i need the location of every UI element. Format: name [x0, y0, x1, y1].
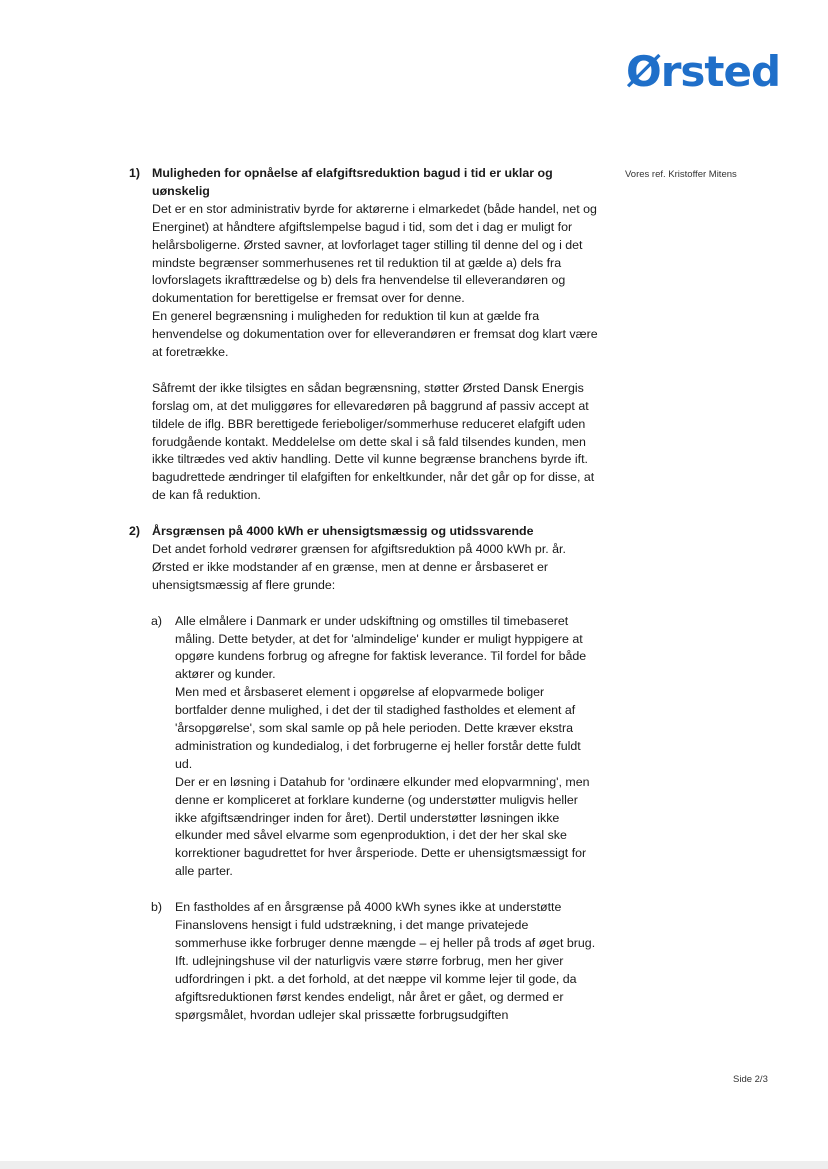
page-bottom-edge	[0, 1161, 828, 1169]
reference-text: Vores ref. Kristoffer Mitens	[625, 169, 737, 180]
section-2-heading: Årsgrænsen på 4000 kWh er uhensigtsmæssig og utidssvarende	[152, 524, 534, 539]
section-1-paragraph-1: Det er en stor administrativ byrde for aktørerne i elmarkedet (både handel, net og Energinet) at håndtere afgiftslempelse bagud i tid, som det i dag er muligt for helårsboligerne. Ørsted savner, at lovforlaget tager stilling til denne del og i det mindste begrænser sommerhusenes ret til reduktion til at gælde a) dels fra lovforslagets ikrafttrædelse og b) dels fra henvendelse til elleverandøren og dokumentation for berettigelse er fremsat over for denne.	[152, 201, 597, 306]
item-a-paragraph-1: Alle elmålere i Danmark er under udskiftning og omstilles til timebaseret måling. Dette betyder, at det for 'almindelige' kunder er muligt hyppigere at opgøre kundens forbrug og afregne for faktisk leverance. Til fordel for både aktører og kunder.	[175, 613, 587, 682]
section-2-intro: Det andet forhold vedrører grænsen for afgiftsreduktion på 4000 kWh pr. år. Ørsted er ikke modstander af en grænse, men at denne er årsbaseret er uhensigtsmæssig af flere grunde:	[152, 542, 566, 592]
section-2-number: 2)	[129, 524, 141, 539]
section-1	[129, 165, 599, 505]
item-a-label: a)	[151, 613, 163, 628]
section-1-number: 1)	[129, 166, 141, 180]
item-a-paragraph-3: Der er en løsning i Datahub for 'ordinære elkunder med elopvarmning', men denne er kompliceret at forklare kunderne (og understøtter muligvis heller ikke afgiftsændringer inden for året). Dertil understøtter løsningen ikke elkunder med såvel elvarme som egenproduktion, i det der her skal ske korrektioner bagudrettet for hver årsperiode. Dette er uhensigtsmæssigt for alle parter.	[175, 774, 590, 879]
section-1-heading: Muligheden for opnåelse af elafgiftsreduktion bagud i tid er uklar og uønskelig	[152, 166, 553, 198]
item-a-paragraph-2: Men med et årsbaseret element i opgørelse af elopvarmede boliger bortfalder denne mulighed, i det der til stadighed fastholdes et element af 'årsopgørelse', som skal samle op på hele perioden. Dette kræver ekstra administration og kundedialog, i det forbrugerne ej heller forstår dette fuldt ud.	[175, 685, 581, 771]
page-number: Side 2/3	[733, 1074, 768, 1085]
item-b-paragraph-1: En fastholdes af en årsgrænse på 4000 kWh synes ikke at understøtte Finanslovens hensigt i fuld udstrækning, i det mange privatejede sommerhuse ikke forbruger denne mængde – ej heller på trods af øget brug. Ift. udlejningshuse vil der naturligvis være større forbrug, men her giver udfordringen i pkt. a det forhold, at det næppe vil komme lejer til gode, da afgiftsreduktionen først kendes endeligt, når året er gået, og dermed er spørgsmålet, hvordan udlejer skal prissætte forbrugsudgiften	[175, 900, 596, 1022]
section-1-paragraph-2: En generel begrænsning i muligheden for reduktion til kun at gælde fra henvendelse og dokumentation over for elleverandøren er fremsat dog klart være at foretrække.	[152, 309, 598, 360]
section-2-item-a	[129, 613, 599, 882]
document-body	[129, 165, 599, 1024]
section-1-paragraph-3: Såfremt der ikke tilsigtes en sådan begrænsning, støtter Ørsted Dansk Energis forslag om, at det muliggøres for ellevaredøren på baggrund af passiv accept at tildele de iflg. BBR berettigede ferieboliger/sommerhuse reduceret elafgift uden forudgående kontakt. Meddelelse om dette skal i så fald tilsendes kunden, men ikke tiltrædes ved aktiv handling. Dette vil kunne begrænse branchens byrde ift. bagudrettede ændringer til elafgiften for enkeltkunder, når det går op for disse, at de kan få reduktion.	[152, 380, 595, 503]
section-2	[129, 523, 599, 595]
item-b-label: b)	[151, 900, 163, 915]
section-2-item-b	[129, 899, 599, 1024]
orsted-logo: Ørsted	[626, 47, 781, 96]
